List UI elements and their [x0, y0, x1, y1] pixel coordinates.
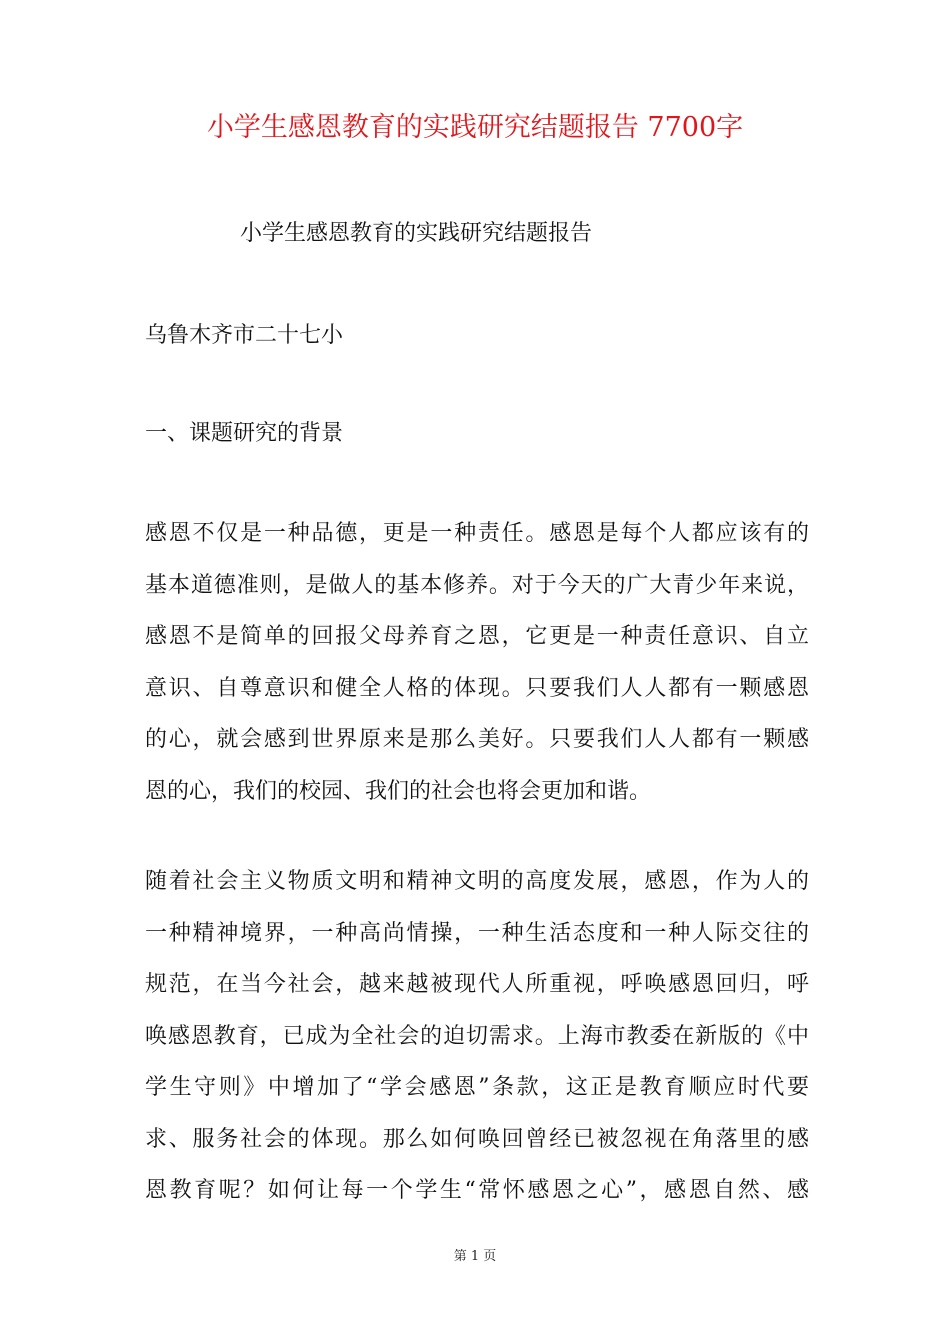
section-heading: 一、课题研究的背景: [145, 421, 344, 446]
paragraph-line: 感恩不仅是一种品德，更是一种责任。感恩是每个人都应该有的: [145, 521, 809, 546]
paragraph-line: 恩的心，我们的校园、我们的社会也将会更加和谐。: [145, 778, 652, 804]
paragraph-line: 意识、自尊意识和健全人格的体现。只要我们人人都有一颗感恩: [145, 675, 809, 701]
paragraph-line: 唤感恩教育，已成为全社会的迫切需求。上海市教委在新版的《中: [145, 1023, 809, 1049]
school-name: 乌鲁木齐市二十七小: [145, 323, 344, 348]
paragraph-line: 恩教育呢？如何让每一个学生“常怀感恩之心”，感恩自然、感: [145, 1178, 809, 1203]
paragraph-background-2: [145, 862, 809, 1223]
paragraph-line: 学生守则》中增加了“学会感恩”条款，这正是教育顺应时代要: [145, 1075, 809, 1100]
paragraph-line: 随着社会主义物质文明和精神文明的高度发展，感恩，作为人的: [145, 869, 809, 894]
document-title: 小学生感恩教育的实践研究结题报告 7700字: [206, 112, 744, 143]
paragraph-background-1: [145, 514, 809, 823]
paragraph-line: 求、服务社会的体现。那么如何唤回曾经已被忽视在角落里的感: [145, 1126, 809, 1152]
page-number: 第 1 页: [453, 1249, 497, 1264]
report-subtitle: 小学生感恩教育的实践研究结题报告: [240, 221, 593, 246]
paragraph-line: 基本道德准则，是做人的基本修养。对于今天的广大青少年来说，: [145, 572, 809, 598]
paragraph-line: 感恩不是简单的回报父母养育之恩，它更是一种责任意识、自立: [145, 624, 809, 649]
paragraph-line: 规范，在当今社会，越来越被现代人所重视，呼唤感恩回归，呼: [145, 972, 809, 997]
paragraph-line: 一种精神境界，一种高尚情操，一种生活态度和一种人际交往的: [145, 920, 809, 946]
paragraph-line: 的心，就会感到世界原来是那么美好。只要我们人人都有一颗感: [145, 727, 809, 752]
